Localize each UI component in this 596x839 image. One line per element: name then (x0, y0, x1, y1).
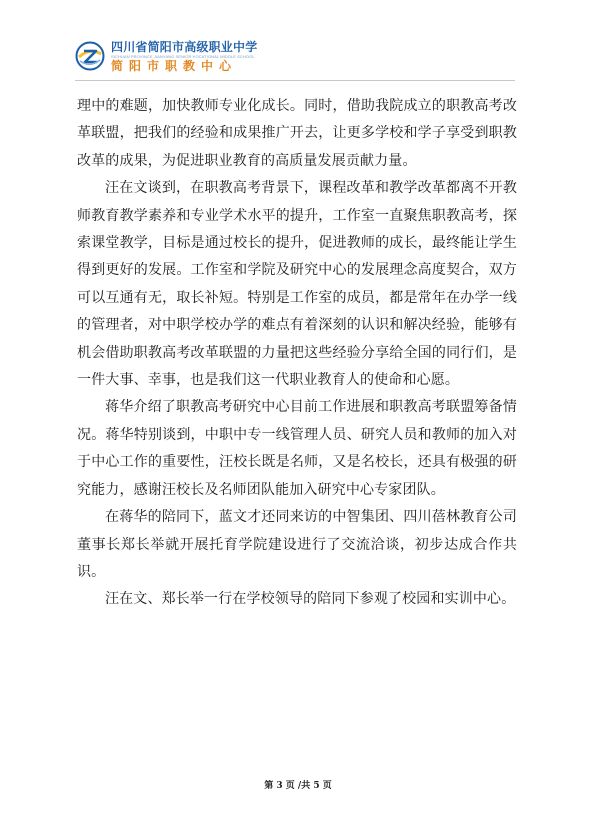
paragraph-2: 汪在文谈到，在职教高考背景下，课程改革和教学改革都离不开教师教育教学素养和专业学术水平的提升，工作室一直聚焦职教高考，探索课堂教学，目标是通过校长的提升，促进教师的成长，最终能让学生得到更好的发展。工作室和学院及研究中心的发展理念高度契合，双方可以互通有无，取长补短。特别是工作室的成员，都是常年在办学一线的管理者，对中职学校办学的难点有着深刻的认识和解决经验，能够有机会借助职教高考改革联盟的力量把这些经验分享给全国的同行们，是一件大事、幸事，也是我们这一代职业教育人的使命和心愿。 (77, 180, 517, 389)
paragraph-4: 在蒋华的陪同下，蓝文才还同来访的中智集团、四川蓓林教育公司董事长郑长举就开展托育学院建设进行了交流洽谈，初步达成合作共识。 (77, 509, 517, 580)
header-text (111, 40, 257, 73)
paragraph-1: 理中的难题，加快教师专业化成长。同时，借助我院成立的职教高考改革联盟，把我们的经验和成果推广开去，让更多学校和学子享受到职教改革的成果，为促进职业教育的高质量发展贡献力量。 (77, 98, 517, 169)
page-number: 第 3 页 /共 5 页 (264, 781, 332, 791)
school-name: 四川省简阳市高级职业中学 (111, 39, 258, 54)
school-name-en: SICHUAN PROVINCE JIANYANG SENIOR VOCATIONAL MIDDLE SCHOOL (111, 53, 255, 59)
center-name: 简阳市职教中心 (111, 58, 238, 73)
page-header (75, 36, 257, 76)
paragraph-3: 蒋华介绍了职教高考研究中心目前工作进展和职教高考联盟筹备情况。蒋华特别谈到，中职中专一线管理人员、研究人员和教师的加入对于中心工作的重要性，汪校长既是名师，又是名校长，还具有极强的研究能力，感谢汪校长及名师团队能加入研究中心专家团队。 (77, 399, 517, 498)
header-divider (75, 80, 515, 81)
paragraph-5: 汪在文、郑长举一行在学校领导的陪同下参观了校园和实训中心。 (105, 591, 516, 608)
document-body (77, 93, 517, 614)
school-emblem-icon (75, 41, 105, 71)
